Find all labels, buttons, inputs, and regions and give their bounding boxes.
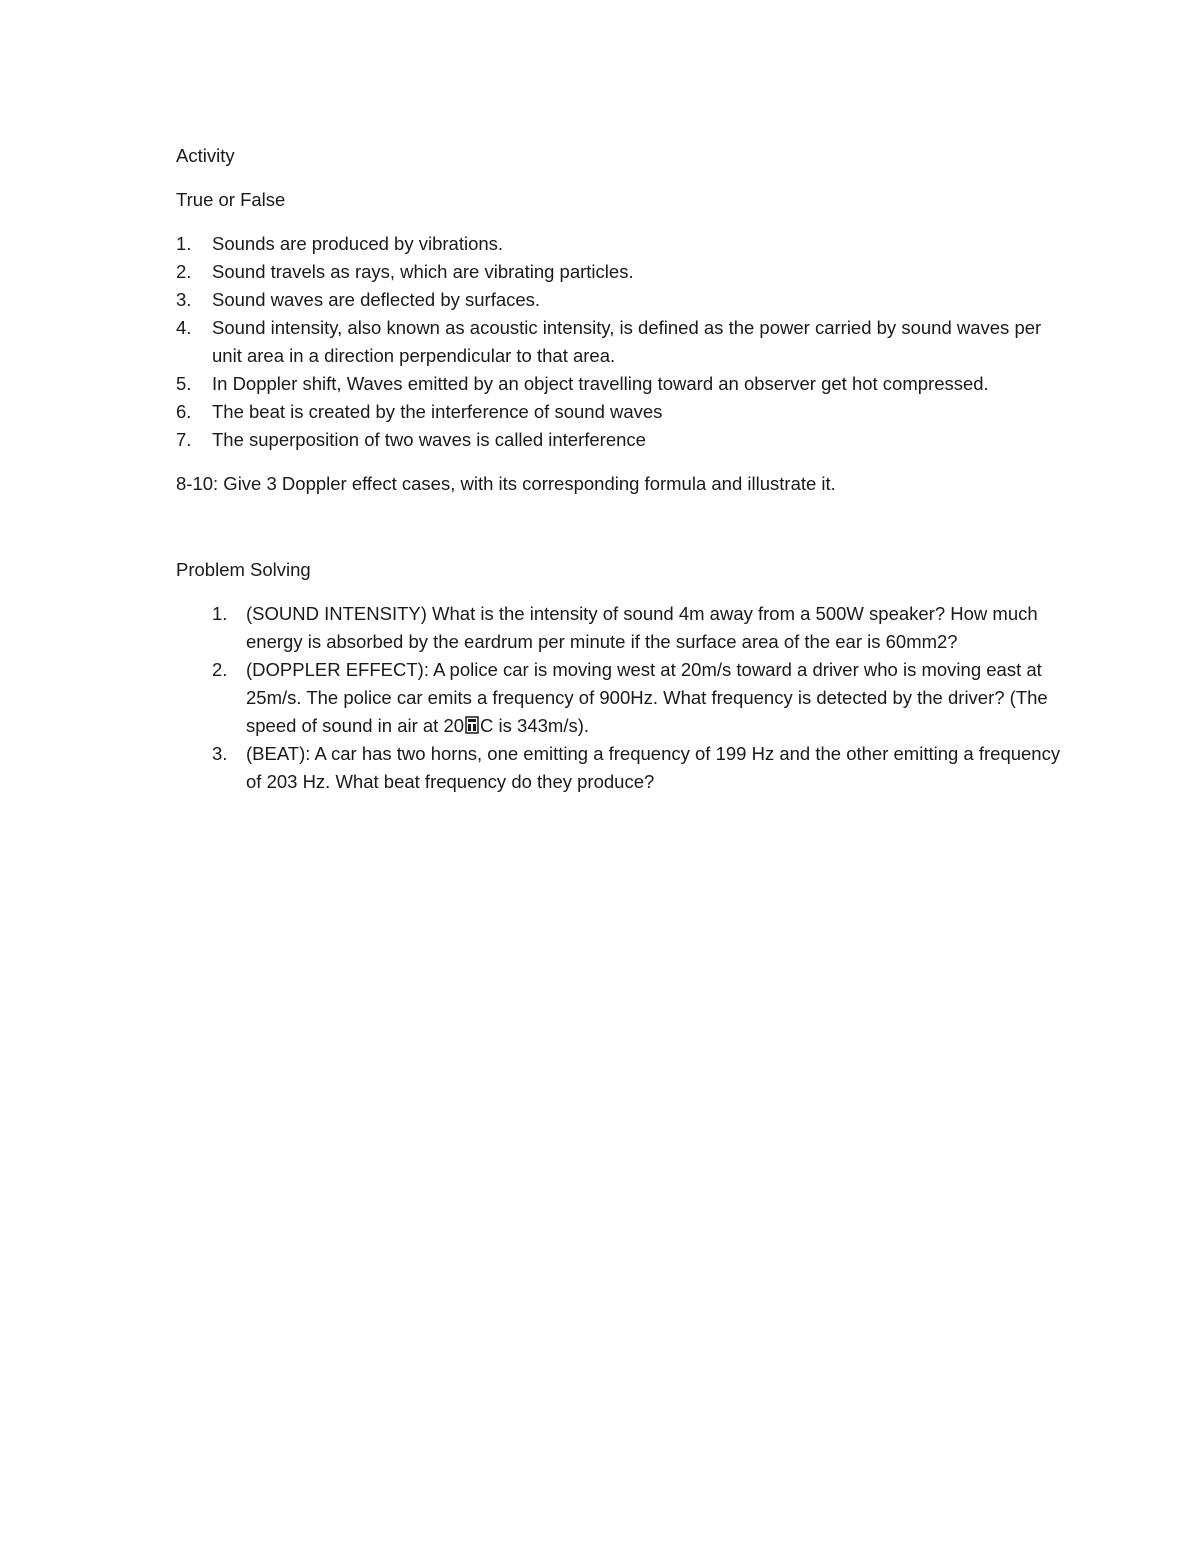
list-item (176, 258, 1066, 286)
item-number: 5. (176, 373, 192, 394)
item-number: 7. (176, 429, 192, 450)
list-item (176, 656, 1066, 740)
bonus-question: 8-10: Give 3 Doppler effect cases, with its corresponding formula and illustrate it. (176, 473, 836, 494)
item-text: Sound intensity, also known as acoustic intensity, is defined as the power carried by sound waves per unit area in a direction perpendicular to that area. (212, 317, 1042, 366)
list-item (176, 740, 1066, 796)
problem-solving-list (176, 600, 1066, 796)
item-number: 3. (176, 289, 192, 310)
item-text: The superposition of two waves is called interference (212, 429, 646, 450)
item-text: Sounds are produced by vibrations. (212, 233, 504, 254)
item-number: 6. (176, 401, 192, 422)
missing-glyph-icon (465, 716, 479, 734)
list-item (176, 230, 1066, 258)
item-text: Sound waves are deflected by surfaces. (212, 289, 541, 310)
item-number: 2. (212, 659, 228, 680)
true-false-heading: True or False (176, 189, 286, 210)
problem-solving-heading: Problem Solving (176, 559, 311, 580)
item-text: (SOUND INTENSITY) What is the intensity of sound 4m away from a 500W speaker? How much energy is absorbed by the eardrum per minute if the surface area of the ear is 60mm2? (246, 603, 1038, 652)
item-number: 2. (176, 261, 192, 282)
item-text: Sound travels as rays, which are vibrating particles. (212, 261, 634, 282)
item-text: (BEAT): A car has two horns, one emitting a frequency of 199 Hz and the other emitting a frequency of 203 Hz. What beat frequency do they produce? (246, 743, 1061, 792)
item-text-after: C is 343m/s). (480, 715, 590, 736)
list-item (176, 314, 1066, 370)
item-text-before: (DOPPLER EFFECT): A police car is moving west at 20m/s toward a driver who is moving east at 25m/s. The police car emits a frequency of 900Hz. What frequency is detected by the driver? (The speed of sound in air at 20 (246, 659, 1048, 736)
item-number: 1. (212, 603, 228, 624)
item-text: The beat is created by the interference of sound waves (212, 401, 663, 422)
list-item (176, 286, 1066, 314)
item-number: 4. (176, 317, 192, 338)
item-number: 3. (212, 743, 228, 764)
list-item (176, 600, 1066, 656)
list-item (176, 426, 1066, 454)
list-item (176, 398, 1066, 426)
activity-title: Activity (176, 145, 235, 166)
item-number: 1. (176, 233, 192, 254)
document-content (176, 142, 1066, 796)
item-text: In Doppler shift, Waves emitted by an object travelling toward an observer get hot compressed. (212, 373, 989, 394)
list-item (176, 370, 1066, 398)
true-false-list (176, 230, 1066, 454)
